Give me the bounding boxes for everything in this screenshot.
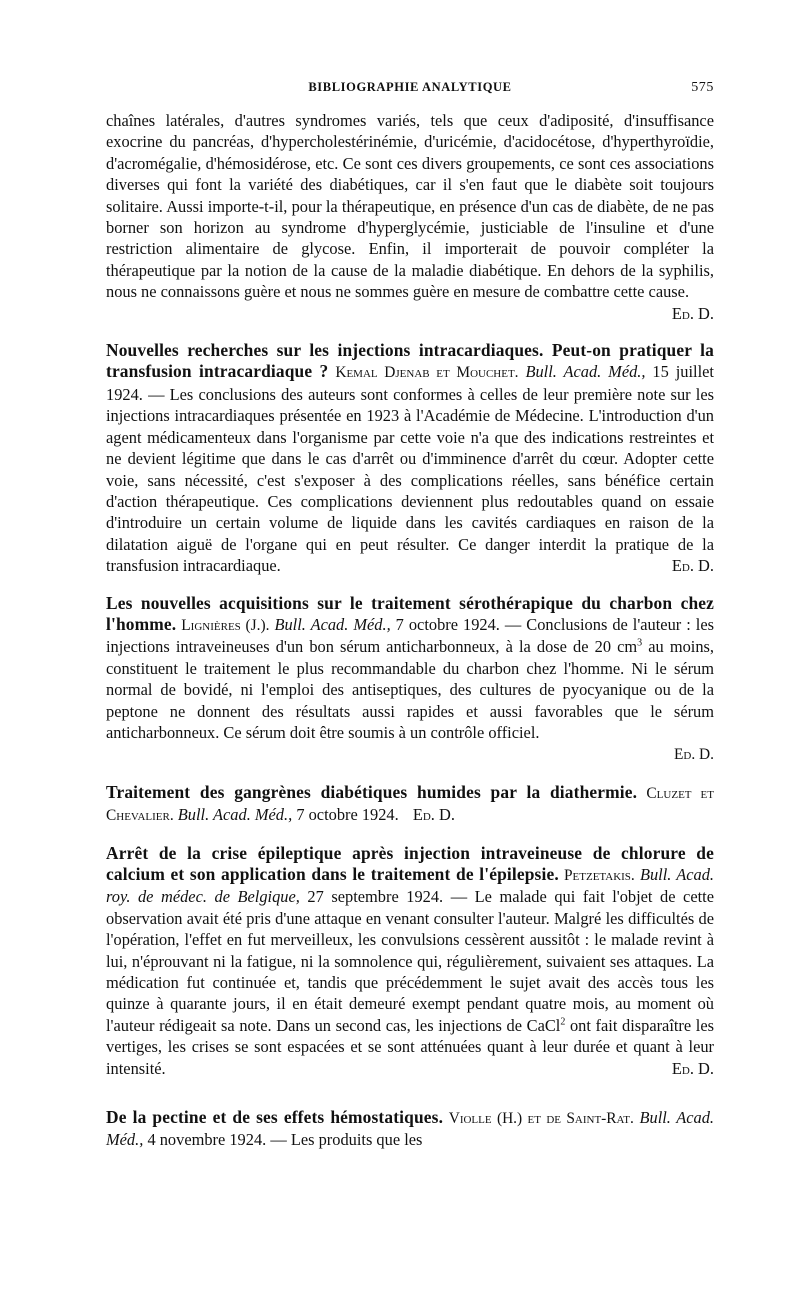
signature-line bbox=[106, 743, 714, 765]
running-head bbox=[106, 77, 714, 97]
entry-authors: Kemal Djenab et Mouchet. bbox=[335, 364, 519, 382]
editor-signature: Ed. D. bbox=[671, 1058, 714, 1078]
entry-title: Traitement des gangrènes diabétiques humides par la diathermie. bbox=[106, 781, 638, 802]
entry-gangrenes bbox=[106, 782, 714, 827]
entry-authors: Petzetakis. bbox=[563, 867, 635, 884]
entry-intracardiac bbox=[106, 340, 714, 576]
running-title: BIBLIOGRAPHIE ANALYTIQUE bbox=[308, 80, 512, 94]
entry-date: 4 novembre 1924. bbox=[147, 1130, 267, 1150]
entry-authors: Cluzet et Chevalier. bbox=[106, 784, 714, 825]
entry-body: — Les conclusions des auteurs sont conformes à celles de leur première note sur les injections intracardiaques présentée en 1923 à l'Académie de Médecine. L'introduction d'un agent médicamenteux dans l'organisme par cette voie n'a que des indications restreintes et ne devient légitime que dans le cas d'arrêt ou d'imminence d'arrêt du cœur. Adopter cette voie, sans nécessité, c'est s'exposer à des complications réelles, sans bénéfice certain d'action thérapeutique. Ces complications deviennent plus redoutables quand on essaie d'introduire un certain volume de liquide dans les cavités cardiaques en raison de la dilatation aiguë de l'organe qui en peut résulter. Ce danger interdit la pratique de la transfusion intracardiaque. bbox=[106, 384, 714, 576]
entry-epilepsie bbox=[106, 843, 714, 1079]
entry-title: De la pectine et de ses effets hémostatiques. bbox=[106, 1107, 444, 1128]
entry-source: Bull. Acad. Méd., bbox=[274, 614, 391, 634]
continuation-paragraph bbox=[106, 110, 714, 323]
superscript: 2 bbox=[560, 1016, 566, 1028]
entry-pectine bbox=[106, 1107, 714, 1151]
entry-date: 15 juillet 1924. bbox=[106, 362, 714, 404]
entry-source: Bull. Acad. roy. de médec. de Belgique, bbox=[106, 865, 714, 907]
entry-source: Bull. Acad. Méd., bbox=[106, 1108, 714, 1150]
entry-authors: Violle (H.) et de Saint-Rat. bbox=[448, 1110, 634, 1128]
entry-charbon bbox=[106, 593, 714, 744]
page-number: 575 bbox=[691, 80, 714, 95]
article-column bbox=[106, 110, 714, 1151]
entry-body-part: — Le malade qui fait l'objet de cette observation avait été pris d'une attaque en venant consulter l'auteur. Malgré les difficultés de l'opération, l'effet en fut merveilleux, les convulsions cessèrent aussitôt : le malade revint à lui, n'éprouvant ni la fatigue, ni la somnolence qui, régulièrement, suivaient ses attaques. La médication fut continuée et, tandis que précédemment le sujet avait des accès tous les quinze à quarante jours, il en était demeuré exempt pendant quatre mois, au moment où l'auteur rédigeait sa note. Dans un second cas, les injections de CaCl bbox=[106, 887, 714, 1035]
editor-signature: Ed. D. bbox=[671, 303, 714, 323]
editor-signature: Ed. D. bbox=[412, 805, 455, 825]
editor-signature: Ed. D. bbox=[671, 556, 714, 576]
entry-body-part: — Conclusions de l'auteur : les injections intraveineuses d'un bon sérum anticharbonneux, à la dose de 20 cm bbox=[106, 614, 714, 657]
entry-date: 27 septembre 1924. bbox=[307, 887, 444, 907]
continuation-text: chaînes latérales, d'autres syndromes variés, tels que ceux d'adiposité, d'insuffisance exocrine du pancréas, d'hypercholestérinémie, d'uricémie, d'acidocétose, d'hyperthyroïdie, d'acromégalie, d'hémosidérose, etc. Ce sont ces divers groupements, ce sont ces associations diverses qui font la variété des diabétiques, car il s'en faut que le diabète soit toujours solitaire. Aussi importe-t-il, pour la thérapeutique, en présence d'un cas de diabète, de ne pas borner son horizon au syndrome d'hyperglycémie, justiciable de l'insuline et d'une restriction alimentaire de glycose. Enfin, il importerait de pouvoir compléter la thérapeutique par la notion de la cause de la maladie diabétique. En dehors de la syphilis, nous ne connaissons guère et nous ne sommes guère en mesure de combattre cette cause. bbox=[106, 111, 714, 302]
superscript: 3 bbox=[637, 637, 643, 649]
entry-body: — Les produits que les bbox=[270, 1130, 423, 1150]
entry-title: Nouvelles recherches sur les injections intracardiaques. Peut-on pratiquer la transfusion intracardiaque ? bbox=[106, 340, 714, 382]
entry-title: Arrêt de la crise épileptique après injection intraveineuse de chlorure de calcium et son application dans le traitement de l'épilepsie. bbox=[106, 842, 714, 884]
entry-authors: Lignières (J.). bbox=[181, 616, 270, 634]
entry-date: 7 octobre 1924. bbox=[395, 614, 500, 634]
entry-body bbox=[106, 887, 714, 1077]
editor-signature: Ed. D. bbox=[673, 746, 714, 764]
entry-date: 7 octobre 1924. bbox=[296, 805, 399, 825]
entry-body-part: ont fait disparaître les vertiges, les crises se sont espacées et se sont atténuées quant à leur durée et quant à leur intensité. bbox=[106, 1015, 714, 1078]
entry-source: Bull. Acad. Méd., bbox=[525, 362, 646, 382]
entry-title: Les nouvelles acquisitions sur le traitement sérothérapique du charbon chez l'homme. bbox=[106, 592, 714, 634]
entry-body-part: au moins, constituent le traitement le plus recommandable du charbon chez l'homme. Ni le sérum normal de bovidé, ni l'emploi des antiseptiques, des cultures de pyocyanique ou de la peptone ne donnent des résultats aussi rapides et aussi favorables que le sérum anticharbonneux. Ce sérum doit être soumis à un contrôle officiel. bbox=[106, 637, 714, 742]
entry-source: Bull. Acad. Méd., bbox=[177, 805, 293, 825]
